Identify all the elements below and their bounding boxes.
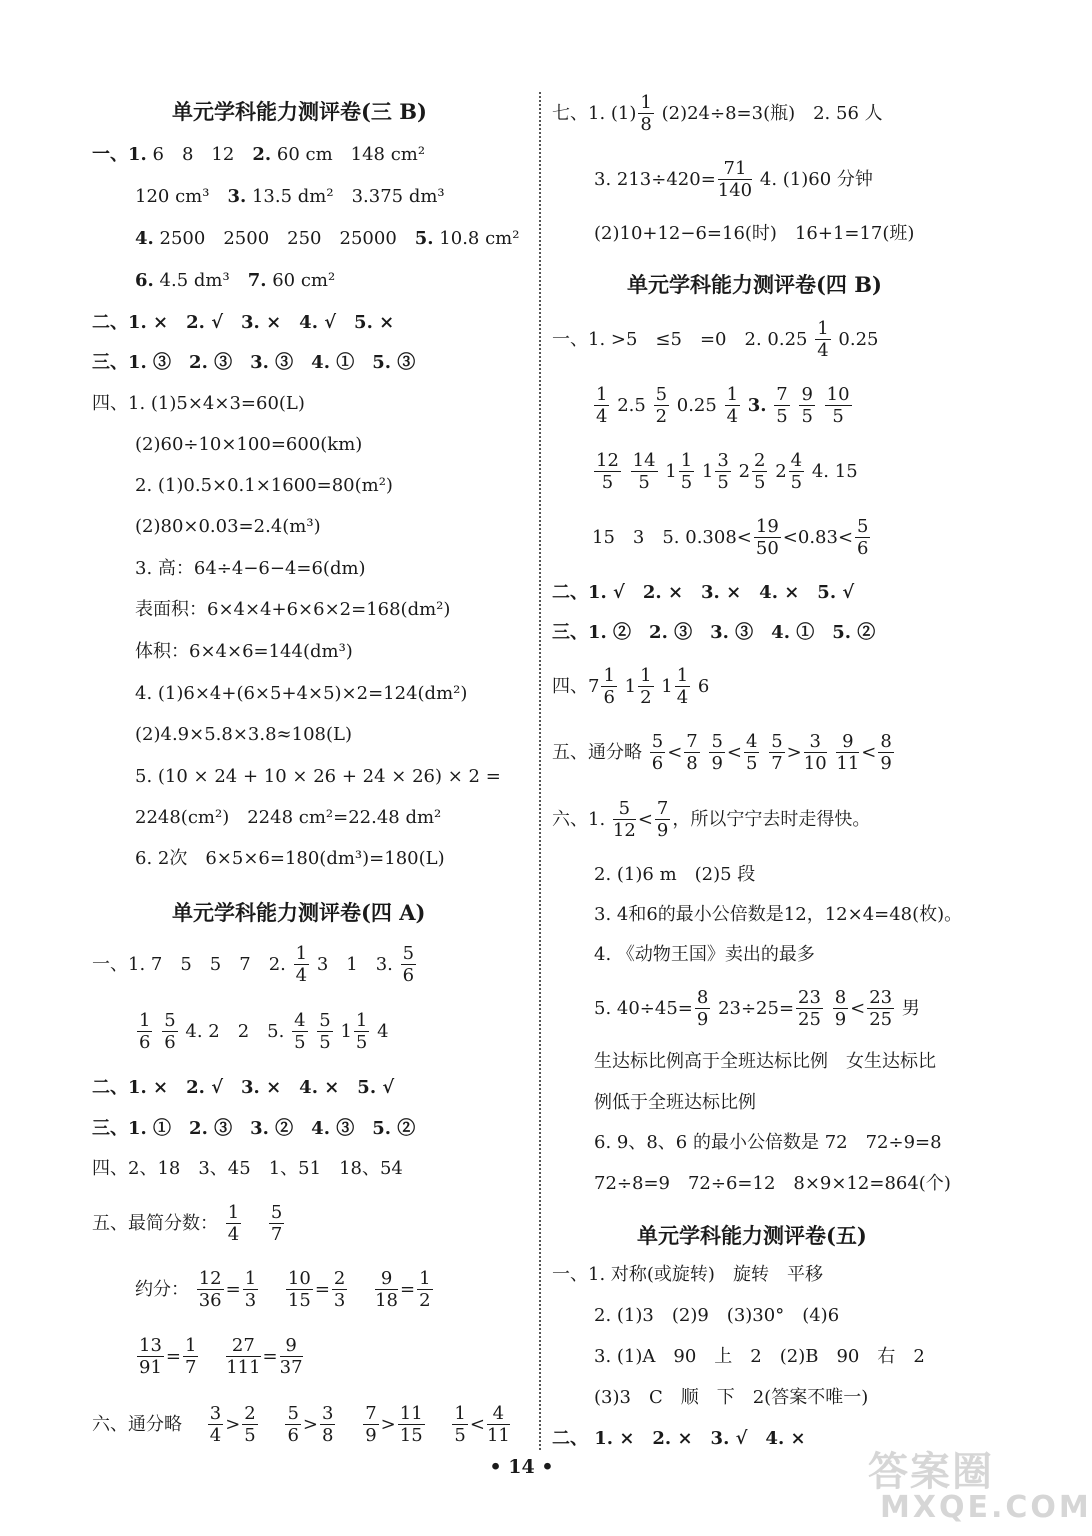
column-divider bbox=[539, 92, 541, 1450]
fraction: $\frac{5}{6}$ bbox=[164, 1010, 176, 1053]
answer-line: 二、1. × 2. √ 3. × 4. × 5. √ bbox=[92, 1077, 395, 1098]
answer-line: 五、最简分数： $\frac{1}{4}$ $\frac{5}{7}$ bbox=[92, 1202, 283, 1245]
fraction: $\frac{1}{5}$ bbox=[355, 1010, 368, 1053]
answer-line: 生达标比例高于全班达标比例 女生达标比 bbox=[594, 1051, 936, 1072]
answer-line: 体积：6×4×6=144(dm³) bbox=[135, 641, 353, 662]
fraction: $\frac{5}{9}$ bbox=[711, 731, 723, 774]
fraction: $\frac{7}{8}$ bbox=[686, 731, 698, 774]
answer-line: 一、1. >5 ≤5 =0 2. 0.25 $\frac{1}{4}$ 0.25 bbox=[552, 318, 879, 361]
fraction: $\frac{5}{7}$ bbox=[771, 731, 783, 774]
fraction: $\frac{12}{5}$ bbox=[596, 450, 619, 493]
fraction: $\frac{5}{6}$ bbox=[651, 731, 664, 774]
fraction: $\frac{2}{3}$ bbox=[333, 1268, 346, 1311]
answer-line: 5. 40÷45= $\frac{8}{9}$ 23÷25= $\frac{23}{25}$ $\frac{8}{9}$ < $\frac{23}{25}$ 男 bbox=[594, 987, 920, 1030]
fraction: $\frac{1}{4}$ bbox=[676, 665, 689, 708]
fraction: $\frac{5}{5}$ bbox=[319, 1010, 331, 1053]
answer-line: 6. 2次 6×5×6=180(dm³)=180(L) bbox=[135, 848, 445, 869]
fraction: $\frac{1}{6}$ bbox=[139, 1010, 151, 1053]
fraction: $\frac{13}{91}$ bbox=[139, 1335, 162, 1378]
fraction: $\frac{11}{15}$ bbox=[399, 1403, 423, 1446]
section-title-5: 单元学科能力测评卷(五) bbox=[637, 1223, 867, 1248]
fraction: $\frac{71}{140}$ bbox=[717, 158, 753, 201]
answer-line: 例低于全班达标比例 bbox=[594, 1092, 756, 1113]
answer-line: 三、1. ③ 2. ③ 3. ③ 4. ① 5. ③ bbox=[92, 352, 416, 373]
fraction: $\frac{5}{6}$ bbox=[287, 1403, 299, 1446]
answer-line: 4. 2500 2500 250 25000 5. 10.8 cm² bbox=[135, 228, 520, 249]
fraction: $\frac{1}{4}$ bbox=[596, 384, 608, 427]
answer-line: 表面积：6×4×4+6×6×2=168(dm²) bbox=[135, 599, 451, 620]
answer-line: 三、1. ② 2. ③ 3. ③ 4. ① 5. ② bbox=[552, 622, 876, 643]
fraction: $\frac{8}{9}$ bbox=[880, 731, 892, 774]
answer-line: 3. 213÷420= $\frac{71}{140}$ 4. (1)60 分钟 bbox=[594, 158, 873, 201]
answer-line: (3)3 C 顺 下 2(答案不唯一) bbox=[594, 1387, 869, 1408]
fraction: $\frac{23}{25}$ bbox=[869, 987, 893, 1030]
fraction: $\frac{7}{9}$ bbox=[656, 798, 669, 841]
answer-line: (2)10+12−6=16(时) 16+1=17(班) bbox=[594, 223, 915, 244]
fraction: $\frac{5}{2}$ bbox=[655, 384, 668, 427]
answer-line: $\frac{13}{91}$ = $\frac{1}{7}$ $\frac{27}{111}$ = $\frac{9}{37}$ bbox=[139, 1335, 303, 1378]
answer-line: 五、通分略 $\frac{5}{6}$ < $\frac{7}{8}$ $\frac{5}{9}$ < $\frac{4}{5}$ $\frac{5}{7}$ > $\frac{3}{10}$ $\frac{9}{11}$ < $\frac{8}{9}$ bbox=[552, 731, 892, 774]
fraction: $\frac{3}{4}$ bbox=[209, 1403, 222, 1446]
answer-line: 6. 9、8、6 的最小公倍数是 72 72÷9=8 bbox=[594, 1132, 942, 1153]
answer-line: (2)4.9×5.8×3.8≈108(L) bbox=[135, 724, 352, 745]
fraction: $\frac{27}{111}$ bbox=[226, 1335, 261, 1378]
fraction: $\frac{9}{5}$ bbox=[801, 384, 813, 427]
fraction: $\frac{2}{5}$ bbox=[754, 450, 766, 493]
answer-line: 二、1. √ 2. × 3. × 4. × 5. √ bbox=[552, 582, 855, 603]
section-title-3b: 单元学科能力测评卷(三 B) bbox=[172, 99, 427, 124]
answer-line: $\frac{12}{5}$ $\frac{14}{5}$ 1 $\frac{1}{5}$ 1 $\frac{3}{5}$ 2 $\frac{2}{5}$ 2 $\frac{4}{5}$ 4. 15 bbox=[596, 450, 858, 493]
answer-line: 三、1. ① 2. ③ 3. ② 4. ③ 5. ② bbox=[92, 1118, 416, 1139]
watermark-url: MXQE.COM bbox=[880, 1490, 1092, 1525]
answer-line: 六、通分略 $\frac{3}{4}$ > $\frac{2}{5}$ $\frac{5}{6}$ > $\frac{3}{8}$ $\frac{7}{9}$ > $\frac{11}{15}$ $\frac{1}{5}$ < $\frac{4}{11}$ bbox=[92, 1403, 510, 1446]
fraction: $\frac{1}{4}$ bbox=[817, 318, 829, 361]
fraction: $\frac{4}{5}$ bbox=[294, 1010, 306, 1053]
fraction: $\frac{1}{8}$ bbox=[640, 92, 652, 135]
answer-line: 72÷8=9 72÷6=12 8×9×12=864(个) bbox=[594, 1173, 951, 1194]
fraction: $\frac{1}{7}$ bbox=[185, 1335, 197, 1378]
fraction: $\frac{1}{2}$ bbox=[419, 1268, 431, 1311]
answer-line: 3. 高：64÷4−6−4=6(dm) bbox=[135, 558, 366, 579]
answer-line: 6. 4.5 dm³ 7. 60 cm² bbox=[135, 270, 336, 291]
page-number: • 14 • bbox=[489, 1456, 554, 1478]
answer-line: 二、 1. × 2. × 3. √ 4. × bbox=[552, 1428, 806, 1449]
answer-line: 3. 4和6的最小公倍数是12，12×4=48(枚)。 bbox=[594, 904, 963, 925]
answer-line: 2. (1)6 m (2)5 段 bbox=[594, 864, 756, 885]
answer-line: $\frac{1}{4}$ 2.5 $\frac{5}{2}$ 0.25 $\frac{1}{4}$ 3. $\frac{7}{5}$ $\frac{9}{5}$ $\frac{10}{5}$ bbox=[596, 384, 850, 427]
fraction: $\frac{3}{5}$ bbox=[717, 450, 729, 493]
fraction: $\frac{3}{10}$ bbox=[803, 731, 827, 774]
answer-line: (2)60÷10×100=600(km) bbox=[135, 434, 363, 455]
fraction: $\frac{4}{11}$ bbox=[486, 1403, 510, 1446]
answer-line: 4. 《动物王国》卖出的最多 bbox=[594, 944, 815, 965]
answer-line: 5. (10 × 24 + 10 × 26 + 24 × 26) × 2 = bbox=[135, 766, 501, 787]
fraction: $\frac{12}{36}$ bbox=[198, 1268, 222, 1311]
answer-line: 约分： $\frac{12}{36}$ = $\frac{1}{3}$ $\frac{10}{15}$ = $\frac{2}{3}$ $\frac{9}{18}$ = $\frac{1}{2}$ bbox=[135, 1268, 431, 1311]
fraction: $\frac{8}{9}$ bbox=[834, 987, 847, 1030]
answer-line: 四、1. (1)5×4×3=60(L) bbox=[92, 393, 305, 414]
fraction: $\frac{1}{3}$ bbox=[244, 1268, 257, 1311]
answer-line: 4. (1)6×4+(6×5+4×5)×2=124(dm²) bbox=[135, 683, 468, 704]
fraction: $\frac{1}{2}$ bbox=[640, 665, 652, 708]
fraction: $\frac{1}{4}$ bbox=[227, 1202, 240, 1245]
answer-line: 一、1. 6 8 12 2. 60 cm 148 cm² bbox=[92, 144, 426, 165]
fraction: $\frac{5}{12}$ bbox=[612, 798, 636, 841]
answer-line: 七、1. (1) $\frac{1}{8}$ (2)24÷8=3(瓶) 2. 56 人 bbox=[552, 92, 883, 135]
fraction: $\frac{7}{9}$ bbox=[365, 1403, 377, 1446]
fraction: $\frac{10}{15}$ bbox=[287, 1268, 311, 1311]
fraction: $\frac{9}{11}$ bbox=[836, 731, 860, 774]
answer-line: 3. (1)A 90 上 2 (2)B 90 右 2 bbox=[594, 1346, 925, 1367]
section-title-4b: 单元学科能力测评卷(四 B) bbox=[627, 272, 882, 297]
fraction: $\frac{1}{4}$ bbox=[726, 384, 739, 427]
fraction: $\frac{8}{9}$ bbox=[696, 987, 709, 1030]
fraction: $\frac{9}{18}$ bbox=[375, 1268, 399, 1311]
answer-line: 一、1. 7 5 5 7 2. $\frac{1}{4}$ 3 1 3. $\frac{5}{6}$ bbox=[92, 943, 415, 986]
fraction: $\frac{2}{5}$ bbox=[244, 1403, 256, 1446]
section-title-4a: 单元学科能力测评卷(四 A) bbox=[172, 900, 426, 925]
answer-line: 一、1. 对称(或旋转) 旋转 平移 bbox=[552, 1264, 823, 1285]
answer-line: 15 3 5. 0.308< $\frac{19}{50}$ <0.83< $\frac{5}{6}$ bbox=[592, 516, 869, 559]
answer-line: 四、2、18 3、45 1、51 18、54 bbox=[92, 1158, 403, 1179]
fraction: $\frac{4}{5}$ bbox=[790, 450, 803, 493]
fraction: $\frac{19}{50}$ bbox=[755, 516, 779, 559]
fraction: $\frac{14}{5}$ bbox=[632, 450, 656, 493]
answer-line: 2. (1)3 (2)9 (3)30° (4)6 bbox=[594, 1305, 840, 1326]
fraction: $\frac{1}{5}$ bbox=[680, 450, 693, 493]
answer-line: (2)80×0.03=2.4(m³) bbox=[135, 516, 321, 537]
fraction: $\frac{1}{5}$ bbox=[454, 1403, 466, 1446]
fraction: $\frac{1}{4}$ bbox=[295, 943, 308, 986]
fraction: $\frac{5}{6}$ bbox=[402, 943, 415, 986]
answer-line: $\frac{1}{6}$ $\frac{5}{6}$ 4. 2 2 5. $\frac{4}{5}$ $\frac{5}{5}$ 1 $\frac{1}{5}$ 4 bbox=[139, 1010, 389, 1053]
fraction: $\frac{4}{5}$ bbox=[746, 731, 758, 774]
fraction: $\frac{23}{25}$ bbox=[798, 987, 821, 1030]
fraction: $\frac{3}{8}$ bbox=[322, 1403, 334, 1446]
answer-line: 四、7 $\frac{1}{6}$ 1 $\frac{1}{2}$ 1 $\frac{1}{4}$ 6 bbox=[552, 665, 710, 708]
fraction: $\frac{1}{6}$ bbox=[603, 665, 615, 708]
answer-line: 2. (1)0.5×0.1×1600=80(m²) bbox=[135, 475, 393, 496]
fraction: $\frac{10}{5}$ bbox=[826, 384, 850, 427]
fraction: $\frac{5}{7}$ bbox=[270, 1202, 283, 1245]
answer-line: 六、1. $\frac{5}{12}$ < $\frac{7}{9}$ ，所以宁宁去时走得快。 bbox=[552, 798, 871, 841]
watermark-logo: 答案圈 bbox=[868, 1449, 994, 1495]
answer-line: 二、1. × 2. √ 3. × 4. √ 5. × bbox=[92, 312, 395, 333]
fraction: $\frac{9}{37}$ bbox=[279, 1335, 303, 1378]
answer-line: 2248(cm²) 2248 cm²=22.48 dm² bbox=[135, 807, 442, 828]
fraction: $\frac{7}{5}$ bbox=[776, 384, 788, 427]
fraction: $\frac{5}{6}$ bbox=[857, 516, 869, 559]
answer-line: 120 cm³ 3. 13.5 dm² 3.375 dm³ bbox=[135, 186, 445, 207]
